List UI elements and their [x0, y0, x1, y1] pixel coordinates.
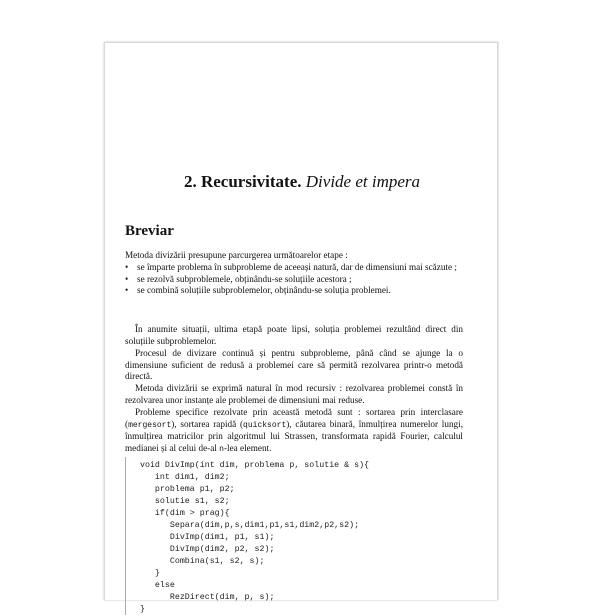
paragraph-4	[125, 407, 463, 455]
code-line: }	[140, 605, 145, 614]
book-page	[104, 42, 498, 614]
bullet-icon: •	[125, 262, 129, 272]
paragraph-4-part: Probleme specifice rezolvate prin această metodă sunt : sortarea prin interclasare (	[125, 407, 463, 429]
paragraph-2: Procesul de divizare continuă și pentru subprobleme, până când se ajunge la o dimensiune suficient de redusă a problemei care să permită rezolvarea printr-o metodă directă.	[125, 348, 463, 381]
steps-list	[125, 262, 463, 297]
quicksort-term: quicksort	[243, 420, 287, 430]
code-listing	[140, 460, 369, 616]
paragraph-4-part: -lea element.	[223, 442, 272, 453]
code-line: void DivImp(int dim, problema p, solutie & s){	[140, 461, 370, 470]
code-line: Combina(s1, s2, s);	[140, 557, 265, 566]
paragraph-1: În anumite situații, ultima etapă poate lipsi, soluția problemei rezultând direct din soluțiile subproblemelor.	[125, 324, 463, 346]
code-line: solutie s1, s2;	[140, 497, 230, 506]
list-item	[125, 274, 463, 286]
code-line: problema p1, p2;	[140, 485, 235, 494]
code-line: DivImp(dim1, p1, s1);	[140, 533, 275, 542]
step-text: se combină soluțiile subproblemelor, obținându-se soluția problemei.	[137, 285, 391, 295]
code-line: RezDirect(dim, p, s);	[140, 593, 275, 602]
code-line: DivImp(dim2, p2, s2);	[140, 545, 275, 554]
paragraph-4-part: ), căutarea binară, înmulțirea numerelor lungi, înmulțirea matricilor prin algoritmul lui Strassen, transformata rapidă Fourier, calculul medianei și al celui de-al	[125, 418, 463, 453]
list-item	[125, 262, 463, 274]
chapter-title	[105, 172, 499, 192]
chapter-number: 2.	[183, 172, 197, 191]
list-item	[125, 285, 463, 297]
code-line: }	[140, 569, 160, 578]
bullet-icon: •	[125, 285, 129, 295]
paragraph-4-part: ), sortarea rapidă (	[171, 418, 244, 429]
chapter-title-main: Recursivitate.	[200, 172, 302, 191]
code-line: if(dim > prag){	[140, 509, 230, 518]
step-text: se rezolvă subproblemele, obținându-se soluțiile acestora ;	[137, 273, 352, 284]
step-text: se împarte problema în subprobleme de aceeași natură, dar de dimensiuni mai scăzute ;	[137, 262, 457, 272]
mergesort-term: mergesort	[128, 420, 172, 430]
section-title: Breviar	[125, 223, 174, 239]
code-block	[125, 457, 473, 615]
code-line: int dim1, dim2;	[140, 473, 230, 482]
paragraph-3: Metoda divizării se exprimă natural în mod recursiv : rezolvarea problemei constă în rezolvarea unor instanțe ale problemei de dimensiuni mai reduse.	[125, 383, 463, 405]
n-term: n	[219, 444, 224, 454]
chapter-title-italic: Divide et impera	[305, 172, 421, 191]
bullet-icon: •	[125, 273, 129, 284]
code-line: Separa(dim,p,s,dim1,p1,s1,dim2,p2,s2);	[140, 521, 360, 530]
intro-text: Metoda divizării presupune parcurgerea următoarelor etape :	[125, 250, 348, 260]
code-line: else	[140, 581, 175, 590]
